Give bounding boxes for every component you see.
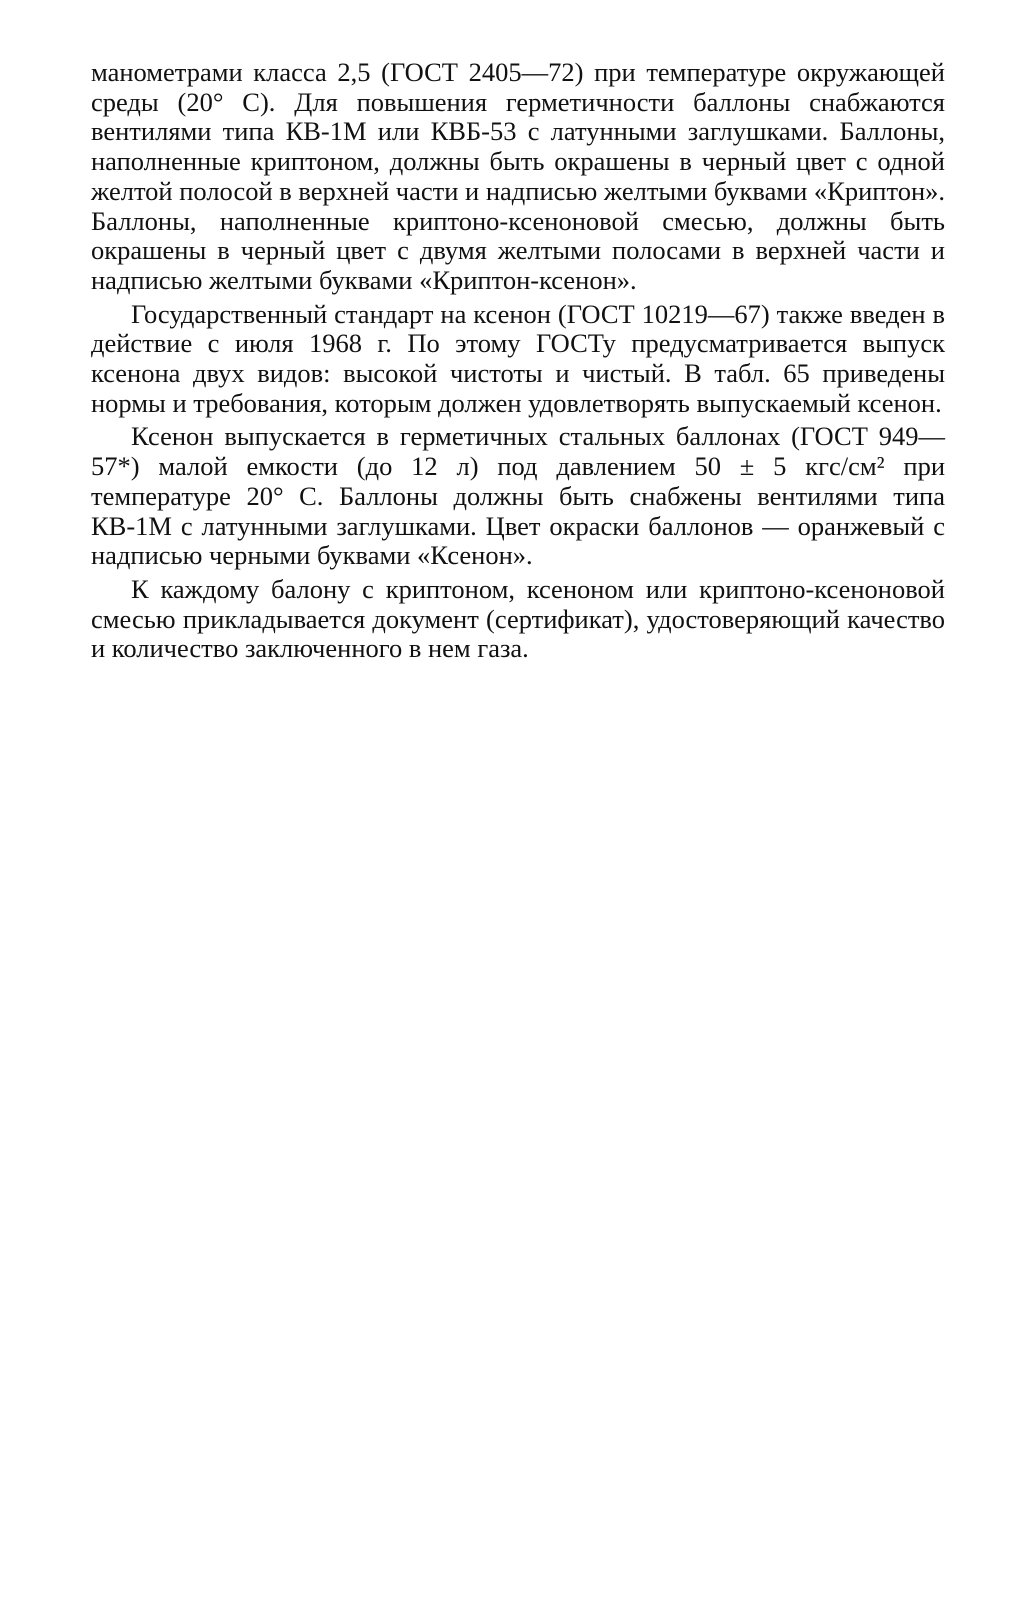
body-text xyxy=(91,58,945,668)
paragraph-continuation: манометрами класса 2,5 (ГОСТ 2405—72) при температуре окружающей среды (20° С). Для повышения герметичности баллоны снабжаются вентилями типа КВ-1М или КВБ-53 с латунными заглушками. Баллоны, наполненные криптоном, должны быть окрашены в черный цвет с одной желтой полосой в верхней части и надписью желтыми буквами «Криптон». Баллоны, наполненные криптоно-ксеноновой смесью, должны быть окрашены в черный цвет с двумя желтыми полосами в верхней части и надписью желтыми буквами «Криптон-ксенон». xyxy=(91,57,945,295)
paragraph-certificate: К каждому балону с криптоном, ксеноном или криптоно-ксеноновой смесью прикладывается документ (сертификат), удостоверяющий качество и количество заключенного в нем газа. xyxy=(91,573,945,664)
paragraph-xenon-cylinders: Ксенон выпускается в герметичных стальных баллонах (ГОСТ 949—57*) малой емкости (до 12 л) под давлением 50 ± 5 кгс/см² при температуре 20° С. Баллоны должны быть снабжены вентилями типа КВ-1М с латунными заглушками. Цвет окраски баллонов — оранжевый с надписью черными буквами «Ксенон». xyxy=(91,421,945,571)
paragraph-xenon-standard: Государственный стандарт на ксенон (ГОСТ 10219—67) также введен в действие с июля 1968 г. По этому ГОСТу предусматривается выпуск ксенона двух видов: высокой чистоты и чистый. В табл. 65 приведены нормы и требования, которым должен удовлетворять выпускаемый ксенон. xyxy=(91,298,945,418)
